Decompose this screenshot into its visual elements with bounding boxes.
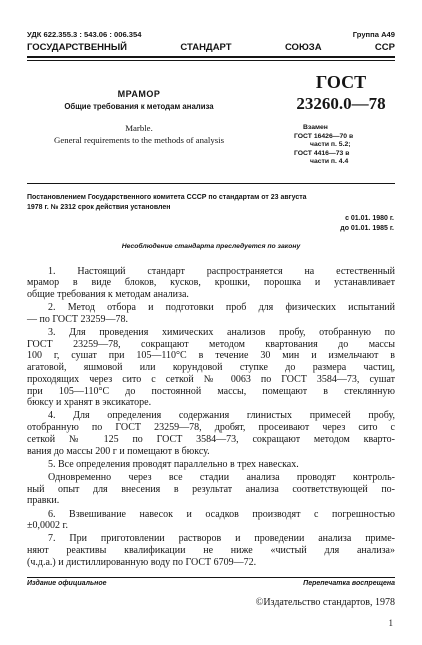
paragraph-line: — по ГОСТ 23259—78. xyxy=(27,313,129,325)
paragraph-line: 7. При приготовлении растворов и проведении анализа приме- xyxy=(48,533,395,545)
title-english xyxy=(26,122,252,146)
decree-line: 1978 г. № 2312 срок действия установлен xyxy=(27,204,171,211)
paragraph xyxy=(27,302,395,325)
paragraph xyxy=(27,410,395,457)
paragraph-line: отобранную по ГОСТ 23259—78, дробят, просеивают через сито с xyxy=(27,422,395,434)
paragraph-line: вания до массы 200 г и помещают в бюксу. xyxy=(27,445,210,457)
paragraph-line: мрамор в виде блоков, кусков, крошки, порошка и устанавливает xyxy=(27,277,395,289)
banner-word: ГОСУДАРСТВЕННЫЙ xyxy=(27,42,128,53)
paragraph-line: проходящих через сито с сеткой № 0063 по ГОСТ 3584—73, сушат xyxy=(27,373,395,385)
paragraph-line: бюксу и хранят в эксикаторе. xyxy=(27,397,152,409)
paragraph-line: няют реактивы квалификации не ниже «чистый для анализа» xyxy=(27,545,395,557)
paragraph-line: 1. Настоящий стандарт распространяется на естественный xyxy=(48,265,395,277)
gost-label: ГОСТ xyxy=(315,72,367,92)
standard-banner xyxy=(27,42,395,53)
paragraph-line: ный опыт для внесения в результат анализа соответствующей по- xyxy=(27,483,395,495)
law-notice: Несоблюдение стандарта преследуется по закону xyxy=(121,243,301,250)
paragraph-line: 100 г, сушат при 105—110°С в течение 30 мин и измельчают в xyxy=(27,350,395,362)
paragraph xyxy=(27,509,395,532)
title-subtitle: Общие требования к методам анализа xyxy=(64,102,214,111)
udk-code: УДК 622.355.3 : 543.06 : 006.354 xyxy=(27,30,142,39)
paragraph-line: 3. Для проведения химических анализов пробу, отобранную по xyxy=(48,327,395,339)
date-to: до 01.01. 1985 г. xyxy=(340,224,394,232)
title-english-line: Marble. xyxy=(125,123,153,133)
group-code: Группа А49 xyxy=(352,30,395,39)
body-text xyxy=(27,264,395,569)
banner-word: ССР xyxy=(374,42,395,53)
replaces-block xyxy=(294,124,353,167)
page-number: 1 xyxy=(388,618,393,628)
header-rule-thick xyxy=(27,56,395,58)
paragraph-line: (ч.д.а.) и дистиллированную воду по ГОСТ 6709—72. xyxy=(27,556,257,568)
title-main: МРАМОР xyxy=(117,89,161,99)
paragraph xyxy=(27,266,395,301)
replaces-line: ГОСТ 16426—70 в xyxy=(294,132,354,140)
paragraph xyxy=(27,327,395,409)
replaces-line: части п. 4.4 xyxy=(310,158,349,166)
paragraph-line: 6. Взвешивание навесок и осадков производят с погрешностью xyxy=(48,508,395,520)
replaces-line: ГОСТ 4416—73 в xyxy=(294,149,350,157)
paragraph-line: ±0,0002 г. xyxy=(27,520,68,532)
paragraph-line: агатовой, яшмовой или корундовой ступке до размера частиц, xyxy=(27,362,395,374)
section-rule xyxy=(27,183,395,184)
title-russian xyxy=(40,88,238,113)
footer-rule xyxy=(27,577,395,578)
banner-word: СОЮЗА xyxy=(284,42,322,53)
edition-label: Издание официальное xyxy=(27,580,107,587)
decree-text xyxy=(27,193,395,213)
paragraph-line: сеткой № 125 по ГОСТ 3584—73, сокращают методом кварто- xyxy=(27,433,395,445)
paragraph xyxy=(27,472,395,507)
copyright: ©Издательство стандартов, 1978 xyxy=(255,597,395,608)
banner-word: СТАНДАРТ xyxy=(180,42,232,53)
header-rule-thin xyxy=(27,60,395,61)
validity-dates xyxy=(340,214,394,233)
paragraph-line: 4. Для определения содержания глинистых примесей пробу, xyxy=(48,410,395,422)
reprint-notice: Перепечатка воспрещена xyxy=(303,580,395,587)
paragraph-line: при 105—110°С до постоянной массы, помещают в стеклянную xyxy=(27,385,395,397)
paragraph-line: 2. Метод отбора и подготовки проб для физических испытаний xyxy=(48,302,395,314)
paragraph xyxy=(27,459,395,471)
paragraph-line: ГОСТ 23259—78, сокращают методом квартования до массы xyxy=(27,338,395,350)
paragraph-line: Одновременно через все стадии анализа проводят контроль- xyxy=(48,471,395,483)
gost-designation xyxy=(287,72,395,114)
title-english-line: General requirements to the methods of analysis xyxy=(53,135,225,145)
replaces-line: части п. 5.2; xyxy=(310,141,351,149)
replaces-line: Взамен xyxy=(303,124,328,131)
paragraph xyxy=(27,533,395,568)
paragraph-line: правки. xyxy=(27,495,60,507)
gost-number: 23260.0—78 xyxy=(296,94,386,113)
paragraph-line: 5. Все определения проводят параллельно в трех навесках. xyxy=(48,458,299,470)
paragraph-line: общие требования к методам анализа. xyxy=(27,288,189,300)
decree-line: Постановлением Государственного комитета СССР по стандартам от 23 августа xyxy=(27,194,307,201)
date-from: с 01.01. 1980 г. xyxy=(345,215,394,222)
